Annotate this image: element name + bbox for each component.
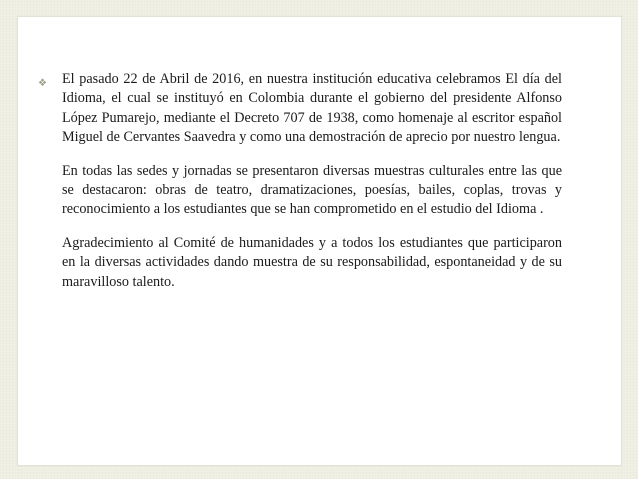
quad-diamond-bullet-icon: ❖: [38, 78, 47, 89]
paragraph-2: En todas las sedes y jornadas se presentaron diversas muestras culturales entre las que se destacaron: obras de teatro, dramatizaciones, poesías, bailes, coplas, trovas y reconocimiento a los estudiantes que se han comprometido en el estudio del Idioma .: [62, 162, 562, 218]
paragraph-1: El pasado 22 de Abril de 2016, en nuestra institución educativa celebramos El día del Idioma, el cual se instituyó en Colombia durante el gobierno del presidente Alfonso López Pumarejo, mediante el Decreto 707 de 1938, como homenaje al escritor español Miguel de Cervantes Saavedra y como una demostración de aprecio por nuestro lengua.: [62, 71, 562, 146]
paragraph-3: Agradecimiento al Comité de humanidades y a todos los estudiantes que participaron en la diversas actividades dando muestra de su responsabilidad, espontaneidad y de su maravilloso talento.: [62, 234, 562, 290]
text-body: [62, 70, 562, 306]
